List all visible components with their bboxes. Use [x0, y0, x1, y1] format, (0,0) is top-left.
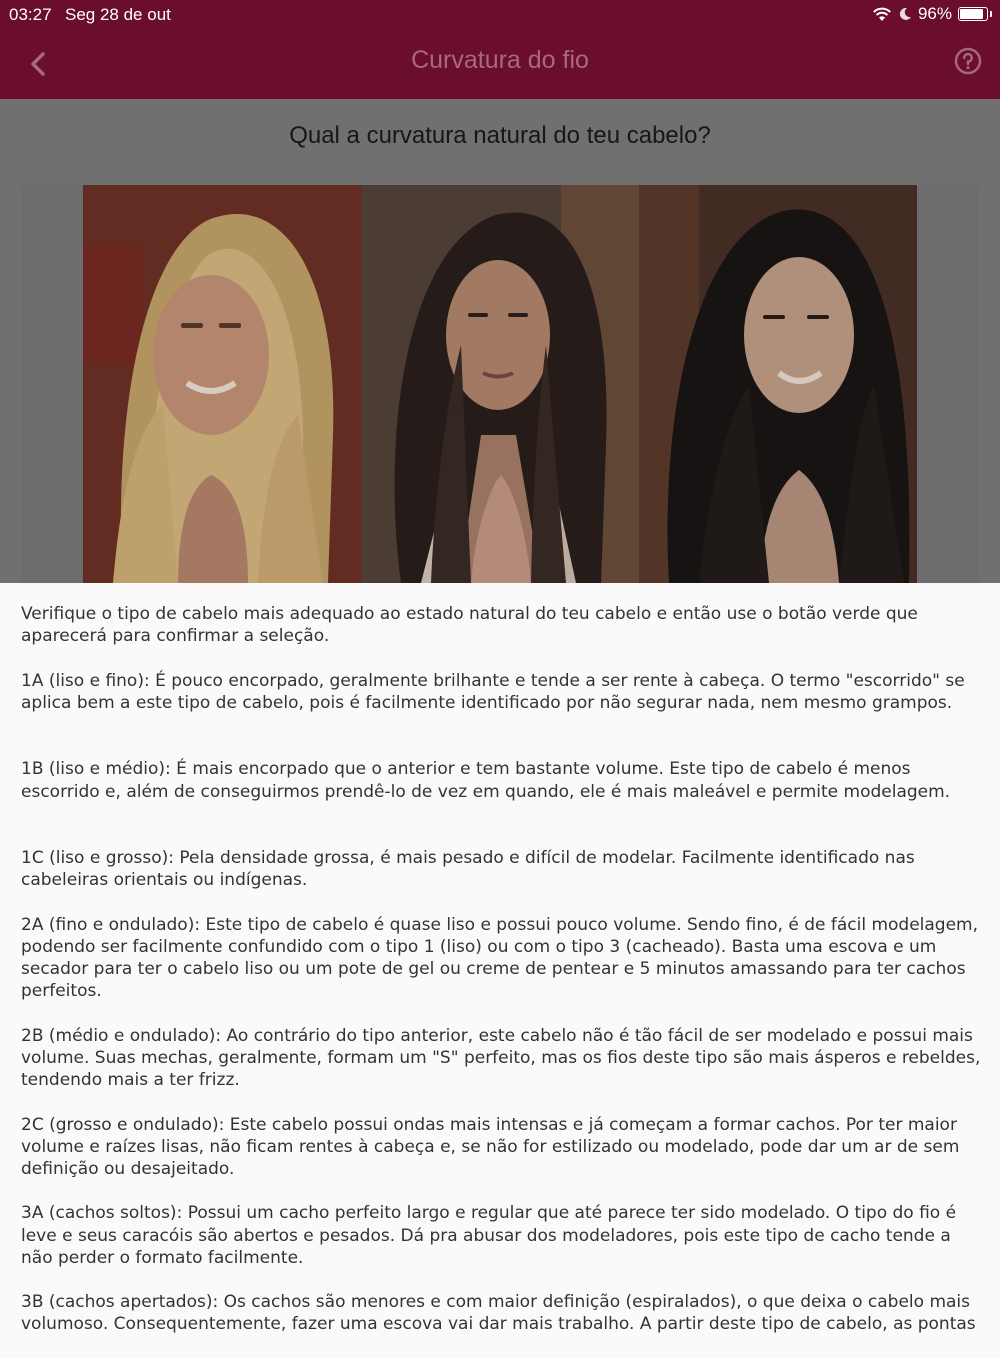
status-time: 03:27: [9, 5, 52, 24]
page-title: Curvatura do fio: [411, 46, 589, 74]
battery-nub: [990, 11, 992, 17]
intro-paragraph: Verifique o tipo de cabelo mais adequado ao estado natural do teu cabelo e então use o botão verde que aparecerá para confirmar a seleção.: [21, 604, 918, 647]
photo-straight-blonde: [83, 185, 361, 583]
type-3b-paragraph: 3B (cachos apertados): Os cachos são menores e com maior definição (espiralados), o que deixa o cabelo mais volumoso. Consequentemente, fazer uma escova vai dar mais trabalho. A partir deste tipo de cabelo, as pontas: [21, 1292, 976, 1335]
status-bar: [0, 0, 1000, 28]
type-2b-paragraph: 2B (médio e ondulado): Ao contrário do tipo anterior, este cabelo não é tão fácil de ser modelado e possui mais volume. Suas mechas, geralmente, formam um "S" perfeito, mas os fios deste tipo são mais ásperos e rebeldes, tendendo mais a ter frizz.: [21, 1025, 981, 1091]
description-text: [21, 603, 983, 1358]
type-3a-paragraph: 3A (cachos soltos): Possui um cacho perfeito largo e regular que até parece ter sido modelado. O tipo do fio é leve e seus caracóis são abertos e pesados. Dá pra abusar dos modeladores, pois este tipo de cacho tende a não perder o formato facilmente.: [21, 1203, 957, 1268]
photo-straight-black: [639, 185, 917, 583]
type-1b-paragraph: 1B (liso e médio): É mais encorpado que o anterior e tem bastante volume. Este tipo de cabelo é menos escorrido e, além de conseguirmos prendê-lo de vez em quando, ele é mais maleável e permite modelagem.: [21, 759, 951, 802]
status-indicators: [872, 4, 992, 24]
type-2a-paragraph: 2A (fino e ondulado): Este tipo de cabelo é quase liso e possui pouco volume. Sendo fino, é de fácil modelagem, podendo ser facilmente confundido com o tipo 1 (liso) ou com o tipo 3 (cacheado). Basta uma escova e um secador para ter o cabelo liso ou um pote de gel ou creme de pentear e 5 minutos amassando para ter cachos perfeitos.: [21, 914, 979, 1002]
type-2c-paragraph: 2C (grosso e ondulado): Este cabelo possui ondas mais intensas e já começam a formar cachos. Por ter maior volume e raízes lisas, não ficam rentes à cabeça e, se não for estilizado ou modelado, pode dar um ar de sem definição ou desajeitado.: [21, 1114, 960, 1179]
question-circle-icon[interactable]: [954, 47, 982, 75]
question-heading: Qual a curvatura natural do teu cabelo?: [289, 122, 711, 149]
wifi-icon: [872, 7, 892, 22]
hair-type-image-area: [0, 99, 1000, 583]
photo-straight-brunette: [361, 185, 639, 583]
nav-bar: [0, 28, 1000, 99]
type-1c-paragraph: 1C (liso e grosso): Pela densidade grossa, é mais pesado e difícil de modelar. Facilmente identificado nas cabeleiras orientais ou indígenas.: [21, 848, 915, 891]
hair-type-card[interactable]: [22, 185, 978, 583]
battery-icon: [958, 7, 988, 21]
description-sheet: [0, 583, 1000, 1333]
battery-fill: [960, 9, 983, 19]
hair-type-photo[interactable]: [83, 185, 917, 583]
moon-icon: [898, 7, 912, 21]
status-date: Seg 28 de out: [65, 5, 171, 24]
battery-percent: 96%: [917, 4, 952, 23]
type-1a-paragraph: 1A (liso e fino): É pouco encorpado, geralmente brilhante e tende a ser rente à cabeça. O termo "escorrido" se aplica bem a este tipo de cabelo, pois é facilmente identificado por não segurar nada, nem mesmo grampos.: [21, 670, 965, 713]
